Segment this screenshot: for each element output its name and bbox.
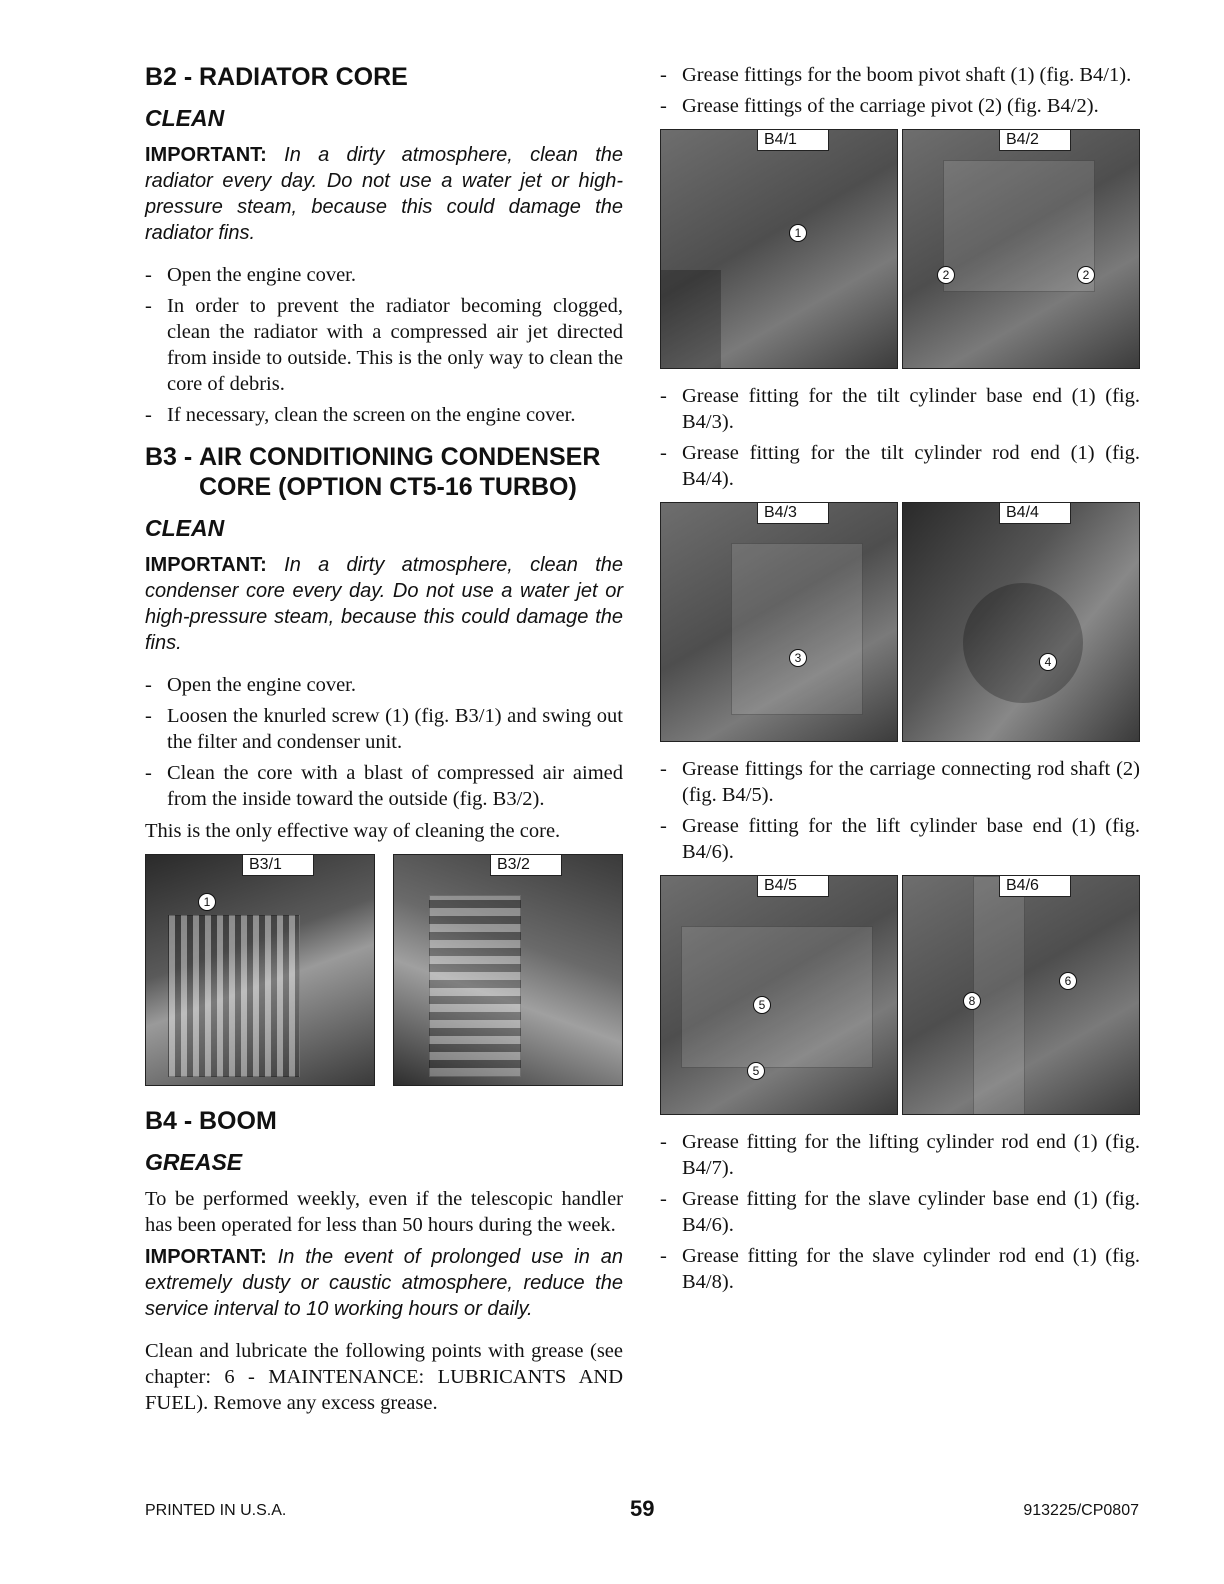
step-list (660, 62, 1140, 119)
important-note: IMPORTANT: In the event of prolonged use in an extremely dusty or caustic atmosphere, reduce the service interval to 10 working hours or daily. (145, 1246, 623, 1320)
section-heading-b2: B2 - RADIATOR CORE (145, 63, 408, 91)
list-item: - Grease fitting for the tilt cylinder rod end (1) (fig. B4/4). (660, 440, 1140, 492)
print-note: PRINTED IN U.S.A. (145, 1502, 287, 1519)
figure-row-b4-1-2 (660, 129, 1140, 369)
important-note: IMPORTANT: In a dirty atmosphere, clean the condenser core every day. Do not use a water jet or high-pressure steam, because this could damage the fins. (145, 554, 623, 654)
figure-label: B4/6 (999, 876, 1071, 897)
callout-marker: 1 (198, 893, 216, 911)
list-item: - In order to prevent the radiator becoming clogged, clean the radiator with a compressed air jet directed from inside to outside. This is the only way to clean the core of debris. (145, 293, 623, 397)
figure-photo (660, 129, 898, 369)
list-item: - Grease fitting for the tilt cylinder base end (1) (fig. B4/3). (660, 383, 1140, 435)
figure-label: B4/1 (757, 130, 829, 151)
carriage-pivot-shape (943, 160, 1095, 292)
figure-photo (393, 854, 623, 1086)
callout-marker: 2 (937, 266, 955, 284)
body-text: To be performed weekly, even if the telescopic handler has been operated for less than 50 hours during the week. (145, 1188, 623, 1236)
list-item: - If necessary, clean the screen on the engine cover. (145, 402, 623, 428)
callout-marker: 2 (1077, 266, 1095, 284)
callout-marker: 3 (789, 649, 807, 667)
list-item: - Grease fitting for the lifting cylinder rod end (1) (fig. B4/7). (660, 1129, 1140, 1181)
step-list (145, 672, 623, 812)
document-code: 913225/CP0807 (1023, 1502, 1139, 1519)
section-heading-b3: B3 - AIR CONDITIONING CONDENSER CORE (OPTION CT5-16 TURBO) (145, 443, 601, 501)
list-item: - Open the engine cover. (145, 672, 623, 698)
page-number: 59 (630, 1496, 655, 1521)
step-list (660, 383, 1140, 492)
body-text: Clean and lubricate the following points with grease (see chapter: 6 - MAINTENANCE: LUBRICANTS AND FUEL). Remove any excess grease. (145, 1340, 623, 1414)
rod-end-shape (963, 583, 1083, 703)
section-heading-b4: B4 - BOOM (145, 1107, 277, 1135)
step-list (660, 756, 1140, 865)
list-item: - Open the engine cover. (145, 262, 623, 288)
list-item: - Grease fitting for the slave cylinder rod end (1) (fig. B4/8). (660, 1243, 1140, 1295)
callout-marker: 6 (1059, 972, 1077, 990)
page-footer (145, 1496, 1139, 1526)
figure-row-b4-3-4 (660, 502, 1140, 742)
figure-photo (660, 502, 898, 742)
figure-photo (660, 875, 898, 1115)
callout-marker: 1 (789, 224, 807, 242)
list-item: - Grease fittings for the boom pivot shaft (1) (fig. B4/1). (660, 62, 1140, 88)
figure-photo (902, 502, 1140, 742)
figure-label: B3/1 (242, 855, 314, 876)
list-item: - Grease fittings for the carriage connecting rod shaft (2) (fig. B4/5). (660, 756, 1140, 808)
callout-marker: 4 (1039, 653, 1057, 671)
photo-shadow-shape (661, 270, 721, 368)
connecting-rod-shape (681, 926, 873, 1068)
tilt-cylinder-shape (731, 543, 863, 715)
figure-label: B4/5 (757, 876, 829, 897)
figure-photo (145, 854, 375, 1086)
figure-row-b4-5-6 (660, 875, 1140, 1115)
body-text: This is the only effective way of cleaning the core. (145, 820, 561, 842)
figure-label: B4/3 (757, 503, 829, 524)
left-column (145, 62, 623, 1422)
list-item: - Grease fitting for the lift cylinder base end (1) (fig. B4/6). (660, 813, 1140, 865)
list-item: - Grease fittings of the carriage pivot (2) (fig. B4/2). (660, 93, 1140, 119)
radiator-core-shape (168, 915, 300, 1077)
important-note: IMPORTANT: In a dirty atmosphere, clean the radiator every day. Do not use a water jet or high-pressure steam, because this could damage the radiator fins. (145, 144, 623, 244)
lift-cylinder-shape (973, 876, 1025, 1115)
step-list (145, 262, 623, 428)
callout-marker: 5 (753, 996, 771, 1014)
list-item: - Grease fitting for the slave cylinder base end (1) (fig. B4/6). (660, 1186, 1140, 1238)
figure-row-b3 (145, 854, 623, 1086)
figure-label: B3/2 (490, 855, 562, 876)
condenser-core-shape (429, 895, 521, 1077)
figure-label: B4/2 (999, 130, 1071, 151)
subheading-grease: GREASE (145, 1149, 243, 1175)
figure-photo (902, 875, 1140, 1115)
callout-marker: 8 (963, 992, 981, 1010)
list-item: - Loosen the knurled screw (1) (fig. B3/1) and swing out the filter and condenser unit. (145, 703, 623, 755)
figure-label: B4/4 (999, 503, 1071, 524)
callout-marker: 5 (747, 1062, 765, 1080)
subheading-clean: CLEAN (145, 515, 225, 541)
figure-photo (902, 129, 1140, 369)
step-list (660, 1129, 1140, 1295)
subheading-clean: CLEAN (145, 105, 225, 131)
right-column (660, 62, 1140, 1301)
list-item: - Clean the core with a blast of compressed air aimed from the inside toward the outside (fig. B3/2). (145, 760, 623, 812)
